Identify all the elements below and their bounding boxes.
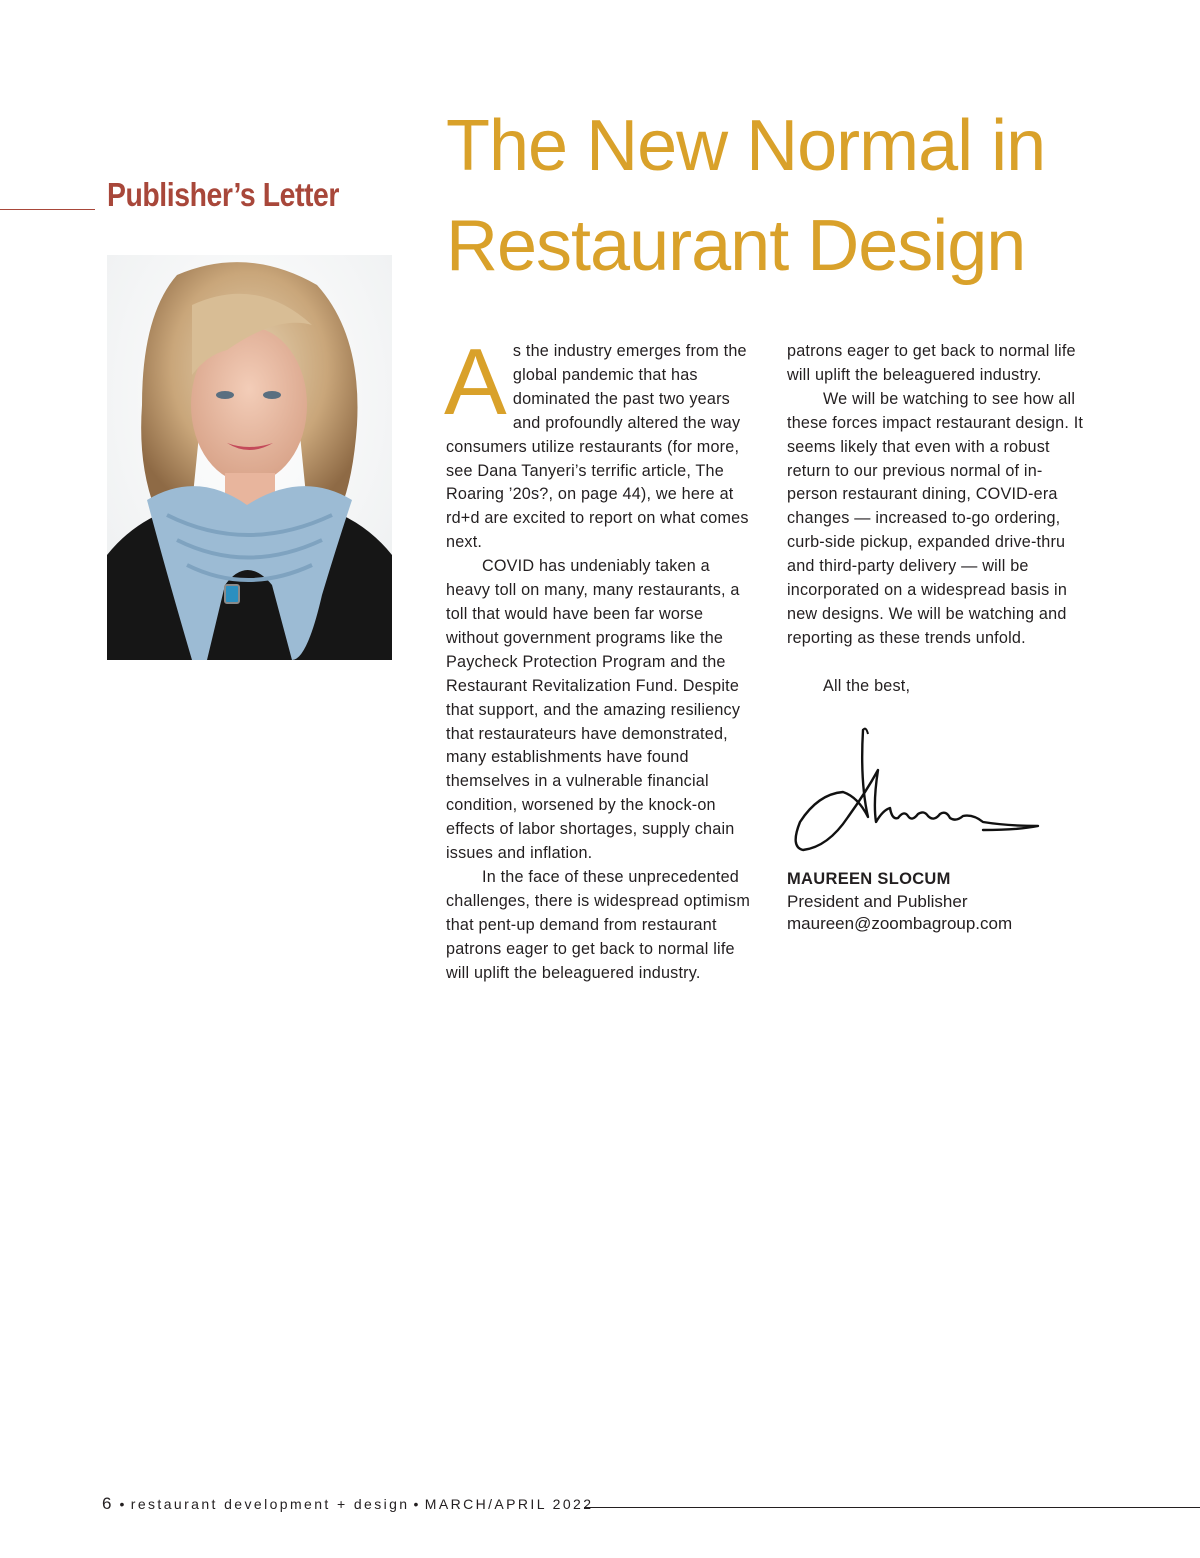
footer-bullet: •	[119, 1496, 127, 1512]
closing-line: All the best,	[823, 676, 911, 695]
section-label: Publisher’s Letter	[107, 176, 339, 213]
footer-bullet: •	[413, 1496, 421, 1512]
page-title: The New Normal in Restaurant Design	[446, 106, 1046, 286]
publication-name: restaurant development + design	[130, 1496, 410, 1512]
paragraph-3-continued: patrons eager to get back to normal life will uplift the beleaguered industry.	[787, 342, 1076, 384]
paragraph-2: COVID has undeniably taken a heavy toll on many, many restaurants, a toll that would have been far worse without government programs like the Paycheck Protection Program and the Restaurant Revitalization Fund. Despite that support, and the amazing resiliency that restaurateurs have demonstrated, many establishments have found themselves in a vulnerable financial condition, worsened by the knock-on effects of labor shortages, supply chain issues and inflation.	[446, 557, 741, 863]
paragraph-4: We will be watching to see how all these forces impact restaurant design. It seems likely that even with a robust return to our previous normal of in-person restaurant dining, COVID-era changes — increased to-go ordering, curb-side pickup, expanded drive-thru and third-party delivery — will be incorporated on a widespread basis in new designs. We will be watching and reporting as these trends unfold.	[787, 389, 1084, 647]
body-column-1	[444, 329, 752, 982]
signatory-title: President and Publisher	[787, 892, 968, 911]
signature-image	[788, 722, 1048, 862]
paragraph-1-text: s the industry emerges from the global pandemic that has dominated the past two years and profoundly altered the way consumers utilize restaurants (for more, see Dana Tanyeri’s terrific article, The Roaring ’20s?, on page 44), we here at rd+d are excited to report on what comes next.	[446, 342, 749, 552]
section-rule	[0, 209, 95, 210]
drop-cap: A	[444, 329, 507, 434]
signatory-name: MAUREEN SLOCUM	[787, 870, 951, 888]
publisher-photo	[107, 255, 392, 660]
signatory-email[interactable]: maureen@zoombagroup.com	[787, 914, 1013, 933]
paragraph-1	[444, 329, 752, 555]
footer-rule	[584, 1507, 1200, 1508]
page-footer	[102, 1494, 593, 1514]
page-number: 6	[102, 1494, 112, 1513]
issue-date: MARCH/APRIL 2022	[424, 1496, 594, 1512]
paragraph-3: In the face of these unprecedented challenges, there is widespread optimism that pent-up demand from restaurant patrons eager to get back to normal life will uplift the beleaguered industry.	[446, 867, 751, 982]
body-column-2	[787, 340, 1087, 699]
